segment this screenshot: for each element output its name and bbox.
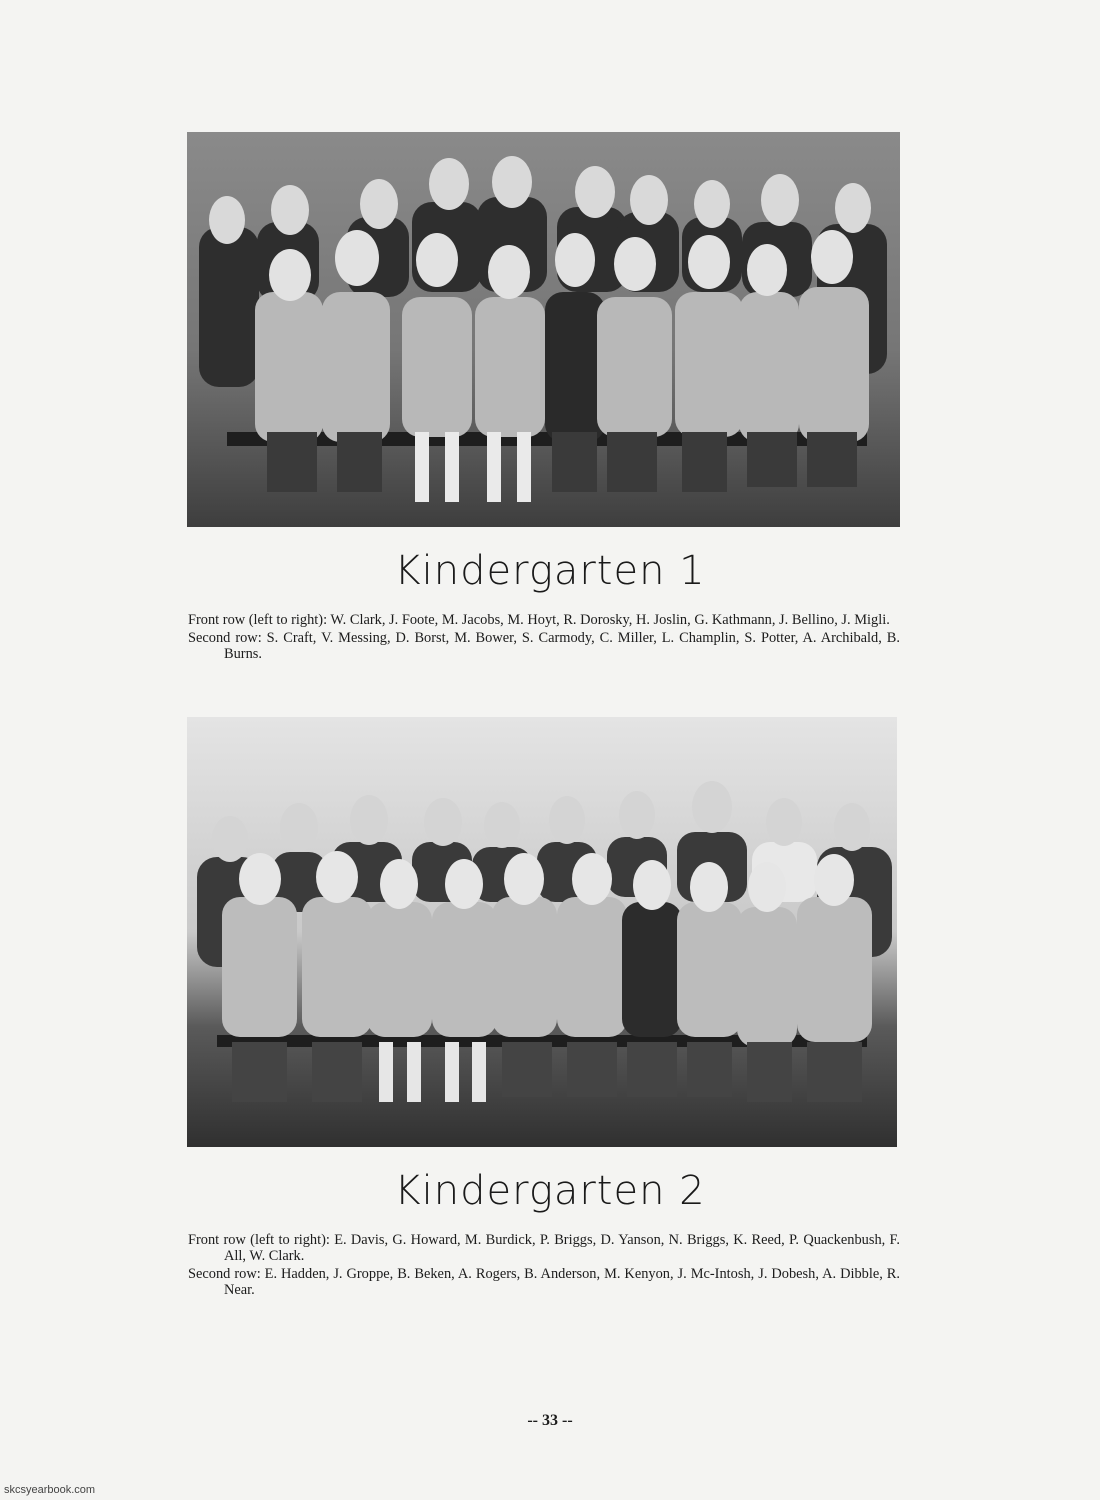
class-photo-kindergarten-2 xyxy=(187,717,897,1147)
caption xyxy=(188,1232,900,1300)
second-row-names: Second row: S. Craft, V. Messing, D. Borst, M. Bower, S. Carmody, C. Miller, L. Champlin, S. Potter, A. Archibald, B. Burns. xyxy=(188,630,900,662)
page-number: -- 33 -- xyxy=(527,1412,573,1429)
section-title: Kindergarten 1 xyxy=(394,548,706,594)
front-row-names: Front row (left to right): E. Davis, G. Howard, M. Burdick, P. Briggs, D. Yanson, N. Briggs, K. Reed, P. Quackenbush, F. All, W. Clark. xyxy=(188,1232,900,1264)
class-photo-kindergarten-1 xyxy=(187,132,900,527)
watermark: skcsyearbook.com xyxy=(4,1484,96,1496)
front-row-names: Front row (left to right): W. Clark, J. Foote, M. Jacobs, M. Hoyt, R. Dorosky, H. Joslin, G. Kathmann, J. Bellino, J. Migli. xyxy=(188,612,890,628)
section-title: Kindergarten 2 xyxy=(394,1168,706,1214)
second-row-names: Second row: E. Hadden, J. Groppe, B. Beken, A. Rogers, B. Anderson, M. Kenyon, J. Mc-Intosh, J. Dobesh, A. Dibble, R. Near. xyxy=(188,1266,900,1298)
caption xyxy=(188,612,900,664)
